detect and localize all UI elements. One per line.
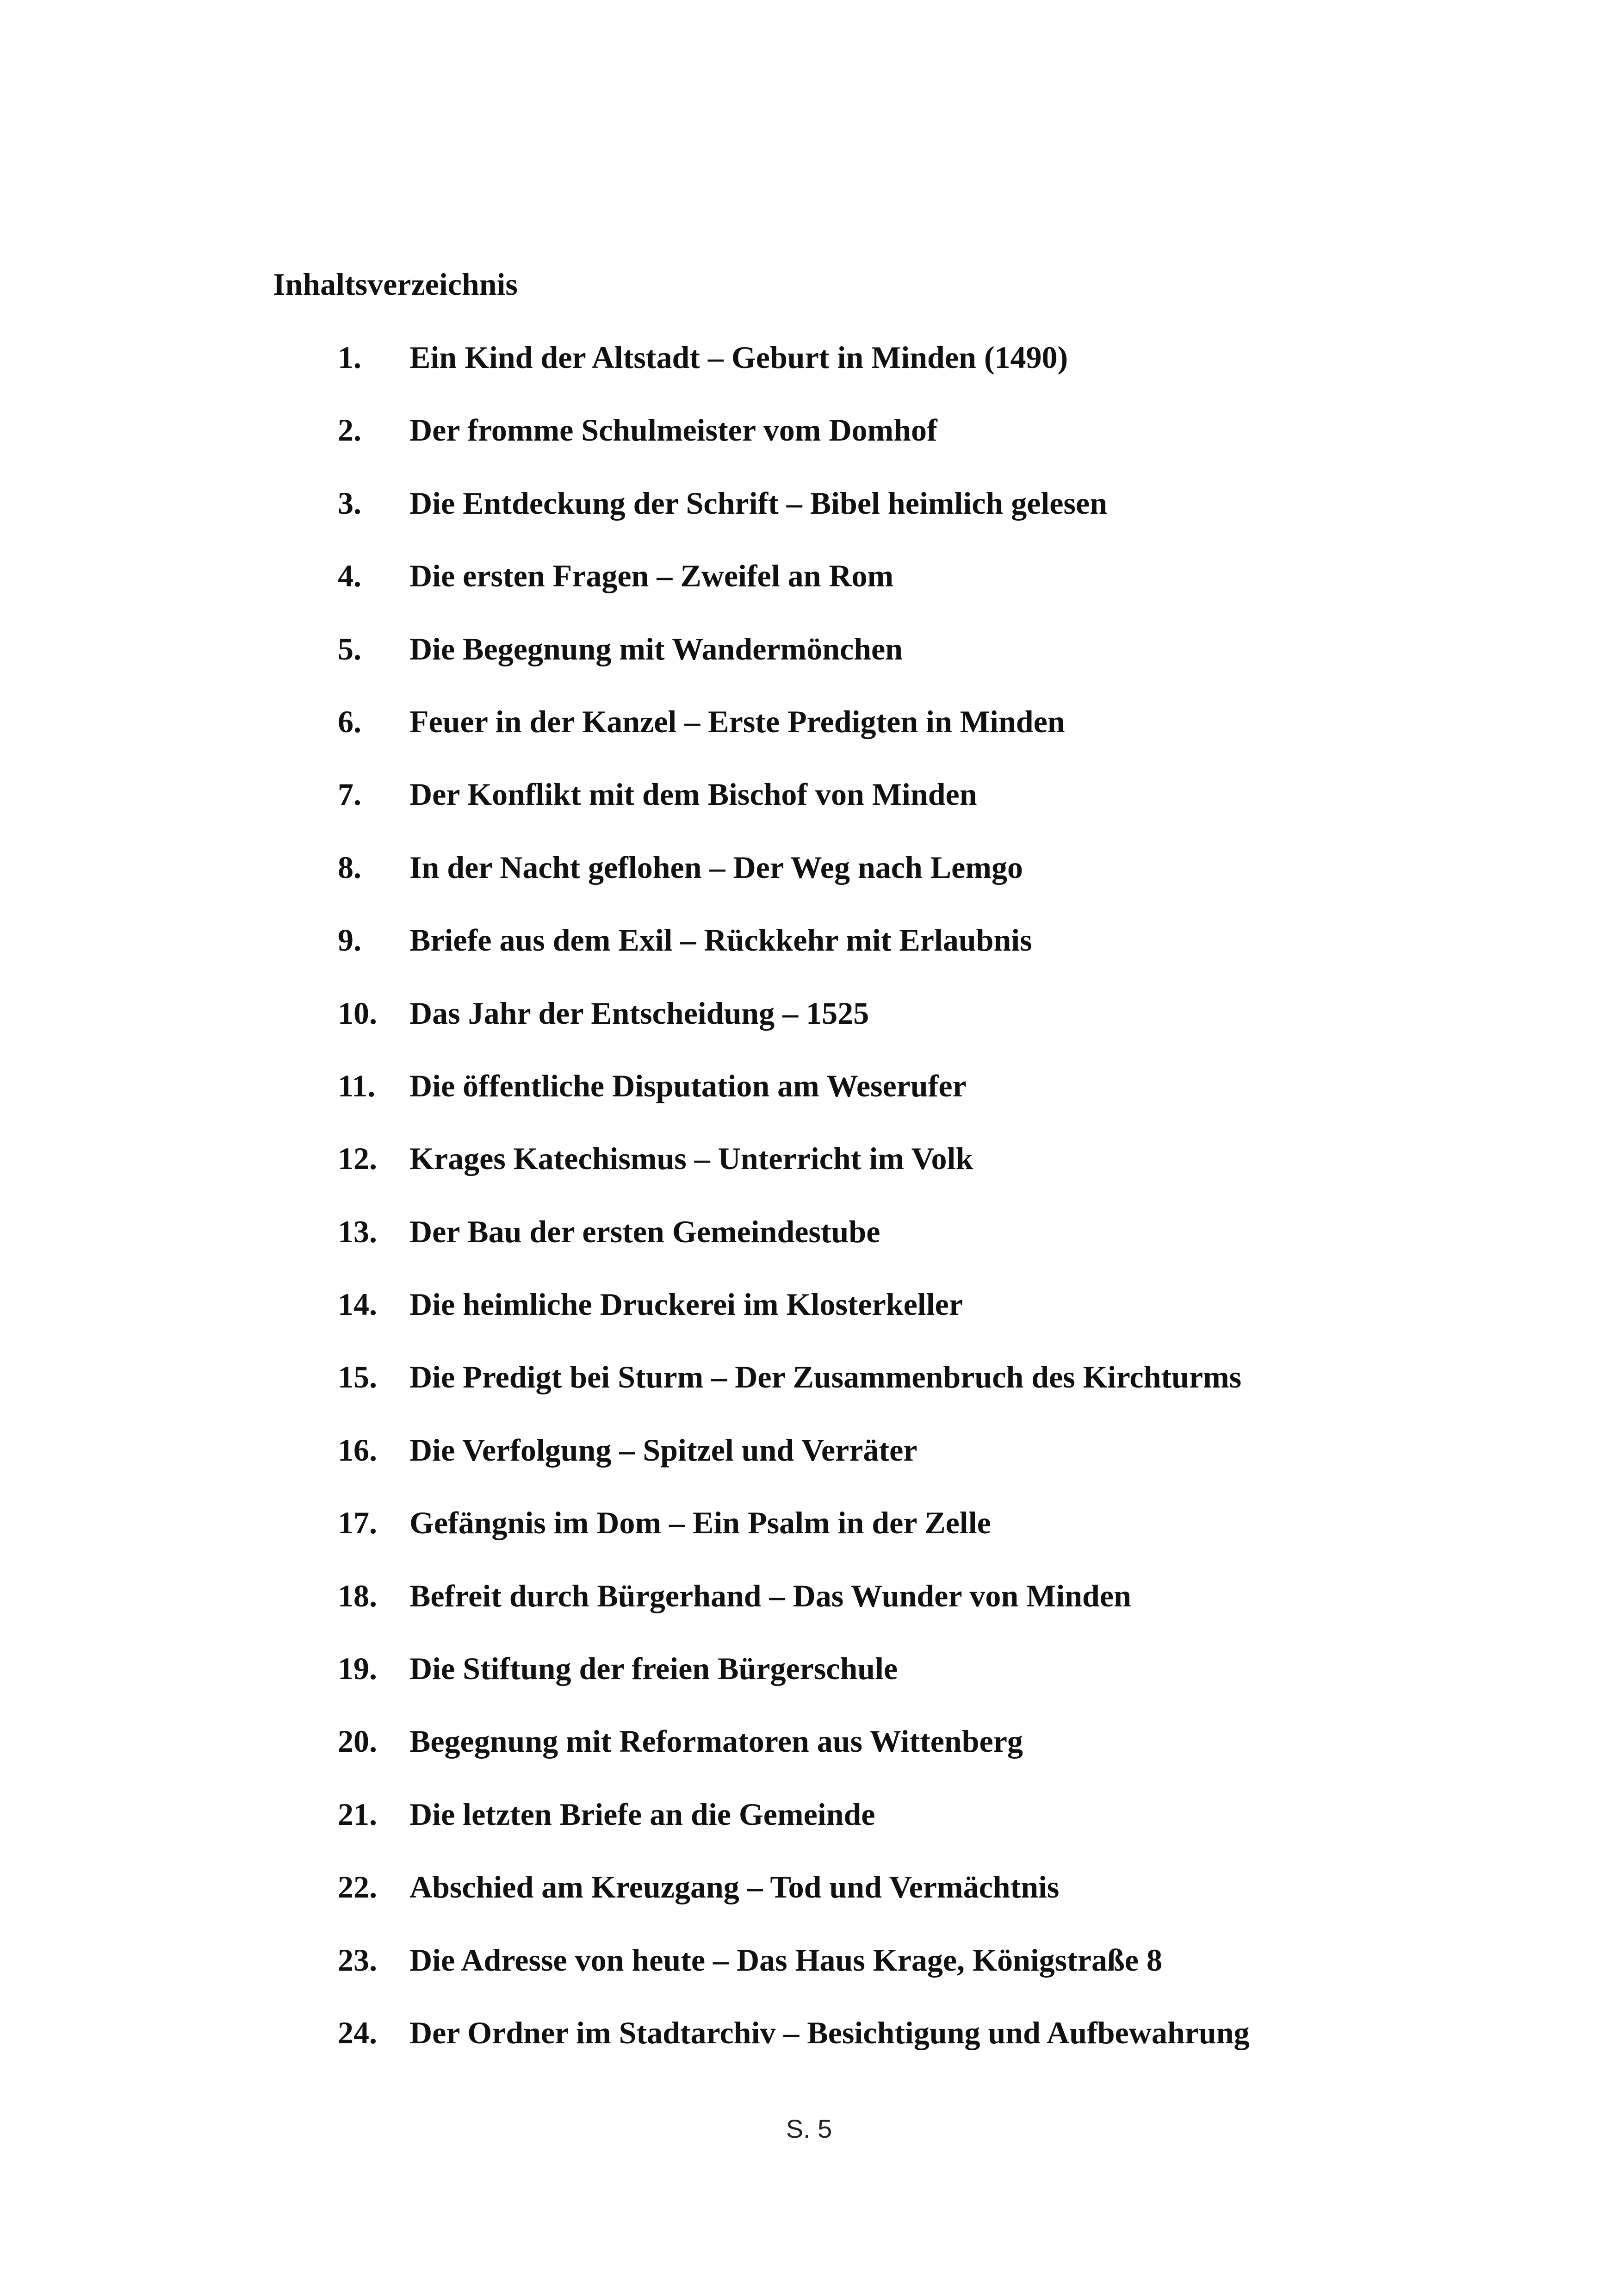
toc-item	[338, 1653, 1587, 1725]
toc-item	[338, 703, 1587, 778]
toc-item-number: 1.	[338, 340, 361, 375]
toc-item-number: 19.	[338, 1651, 377, 1686]
toc-heading: Inhaltsverzeichnis	[273, 267, 518, 302]
toc-item	[338, 1213, 1587, 1288]
toc-item-number: 23.	[338, 1942, 377, 1978]
toc-item-number: 4.	[338, 558, 361, 594]
toc-item-title: Die Stiftung der freien Bürgerschule	[409, 1651, 898, 1686]
toc-item	[338, 1070, 1587, 1143]
toc-item-number: 15.	[338, 1359, 377, 1395]
toc-item-title: Die Adresse von heute – Das Haus Krage, Königstraße 8	[409, 1942, 1162, 1978]
toc-item-title: Die heimliche Druckerei im Klosterkeller	[409, 1287, 963, 1322]
toc-item-title: In der Nacht geflohen – Der Weg nach Lemgo	[409, 849, 1023, 885]
toc-item-title: Der Bau der ersten Gemeindestube	[409, 1213, 880, 1249]
toc-item	[338, 1507, 1587, 1580]
toc-item-number: 12.	[338, 1141, 377, 1176]
toc-item-number: 22.	[338, 1869, 377, 1905]
toc-item	[338, 1580, 1587, 1653]
toc-item	[338, 997, 1587, 1070]
toc-item	[338, 1725, 1587, 1798]
toc-item-title: Die letzten Briefe an die Gemeinde	[409, 1796, 875, 1832]
toc-item-number: 20.	[338, 1724, 377, 1759]
toc-item-number: 21.	[338, 1796, 377, 1832]
toc-item	[338, 1798, 1587, 1871]
toc-item-title: Die Verfolgung – Spitzel und Verräter	[409, 1432, 917, 1468]
toc-item	[338, 1288, 1587, 1361]
toc-item-title: Die Begegnung mit Wandermönchen	[409, 631, 903, 666]
toc-item-title: Der Ordner im Stadtarchiv – Besichtigung und Aufbewahrung	[409, 2015, 1250, 2050]
toc-item-title: Das Jahr der Entscheidung – 1525	[409, 995, 869, 1031]
toc-item	[338, 342, 1587, 414]
toc-item	[338, 1361, 1587, 1434]
toc-item-number: 17.	[338, 1505, 377, 1541]
toc-item-title: Briefe aus dem Exil – Rückkehr mit Erlaubnis	[409, 922, 1032, 958]
toc-item-title: Krages Katechismus – Unterricht im Volk	[409, 1141, 973, 1176]
toc-item-number: 11.	[338, 1068, 376, 1103]
toc-item	[338, 1434, 1587, 1507]
toc-item-number: 2.	[338, 412, 361, 448]
toc-item-number: 18.	[338, 1578, 377, 1613]
toc-item	[338, 2017, 1587, 2090]
toc-item-title: Der Konflikt mit dem Bischof von Minden	[409, 777, 977, 812]
toc-item-title: Die Entdeckung der Schrift – Bibel heimlich gelesen	[409, 485, 1107, 521]
toc-item	[338, 778, 1587, 851]
toc-item-number: 13.	[338, 1213, 377, 1249]
toc-item-number: 3.	[338, 485, 361, 521]
toc-item-title: Die ersten Fragen – Zweifel an Rom	[409, 558, 894, 594]
toc-item-number: 7.	[338, 777, 361, 812]
toc-item	[338, 633, 1587, 706]
toc-item-title: Die Predigt bei Sturm – Der Zusammenbruch des Kirchturms	[409, 1359, 1242, 1395]
toc-item-title: Die öffentliche Disputation am Weserufer	[409, 1068, 967, 1103]
toc-item	[338, 560, 1587, 633]
toc-item-number: 6.	[338, 703, 361, 739]
toc-item-title: Gefängnis im Dom – Ein Psalm in der Zelle	[409, 1505, 991, 1541]
toc-item	[338, 1944, 1587, 2017]
toc-item-number: 10.	[338, 995, 377, 1031]
toc-item-number: 5.	[338, 631, 361, 666]
toc-item-number: 16.	[338, 1432, 377, 1468]
toc-item-title: Abschied am Kreuzgang – Tod und Vermächtnis	[409, 1869, 1060, 1905]
toc-item-title: Ein Kind der Altstadt – Geburt in Minden (1490)	[409, 340, 1068, 375]
toc-list	[338, 342, 1587, 2090]
toc-item-number: 14.	[338, 1287, 377, 1322]
toc-item	[338, 487, 1587, 560]
toc-item	[338, 924, 1587, 997]
toc-item	[338, 1871, 1587, 1944]
toc-item-title: Begegnung mit Reformatoren aus Wittenberg	[409, 1724, 1023, 1759]
toc-item-title: Feuer in der Kanzel – Erste Predigten in Minden	[409, 703, 1065, 739]
toc-item	[338, 849, 1587, 924]
toc-item-title: Befreit durch Bürgerhand – Das Wunder von Minden	[409, 1578, 1131, 1613]
page-number: S. 5	[786, 2114, 832, 2143]
toc-item-title: Der fromme Schulmeister vom Domhof	[409, 412, 937, 448]
toc-item-number: 8.	[338, 849, 361, 885]
toc-item	[338, 1143, 1587, 1215]
toc-item-number: 9.	[338, 922, 361, 958]
toc-item-number: 24.	[338, 2015, 377, 2050]
toc-item	[338, 414, 1587, 487]
